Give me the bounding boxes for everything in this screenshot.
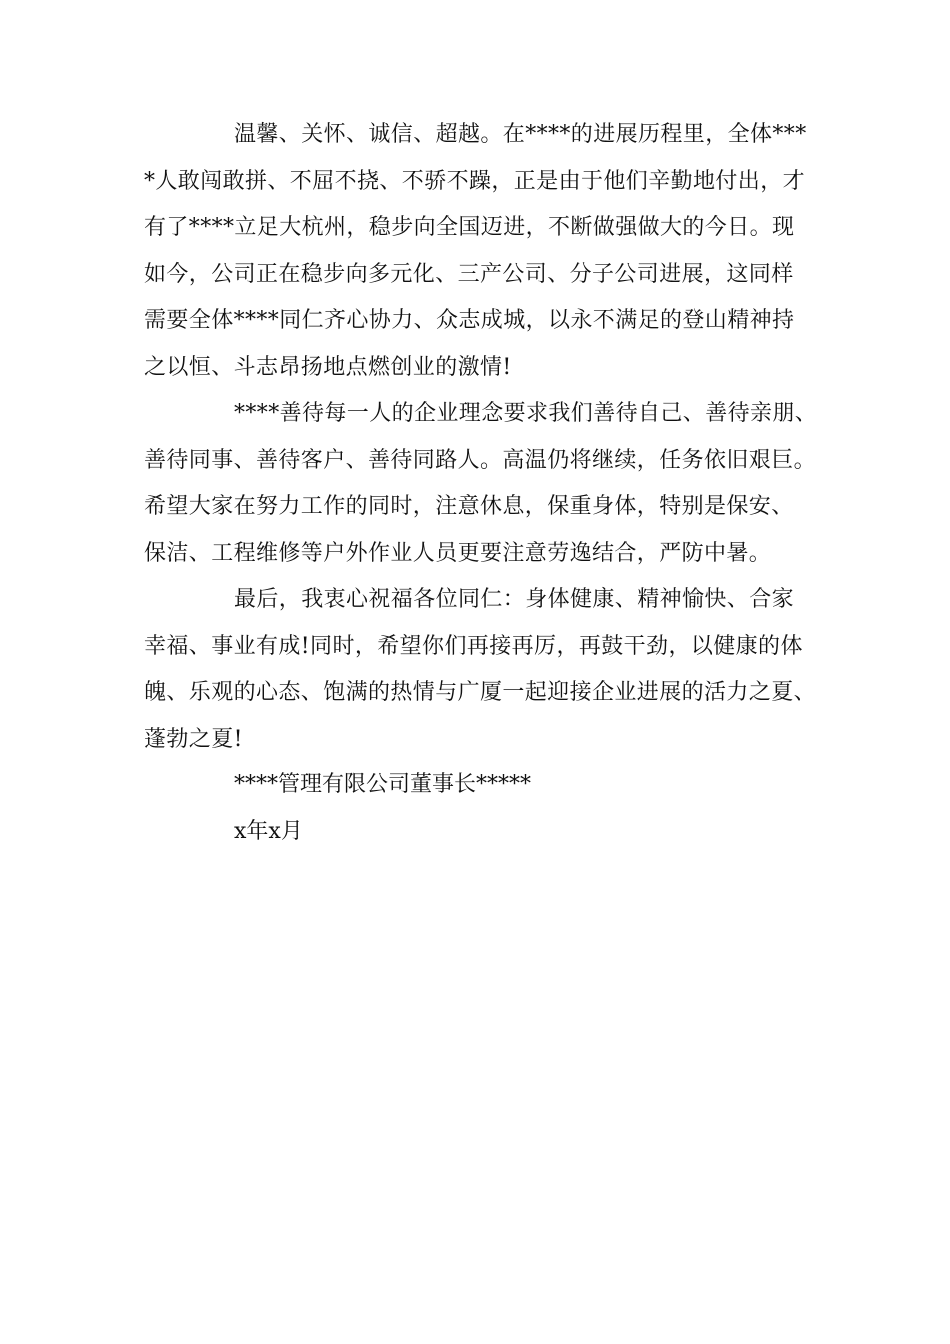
paragraph-line: 善待同事、善待客户、善待同路人。高温仍将继续，任务依旧艰巨。 [144,447,817,473]
signature-line: ****管理有限公司董事长***** [234,772,532,797]
paragraph-line: 蓬勃之夏! [144,726,243,752]
paragraph-line: ****善待每一人的企业理念要求我们善待自己、善待亲朋、 [234,401,818,426]
paragraph-line: 有了****立足大杭州，稳步向全国迈进，不断做强做大的今日。现 [144,215,795,240]
paragraph-line: 如今，公司正在稳步向多元化、三产公司、分子公司进展，这同样 [144,261,794,287]
paragraph-line: *人敢闯敢拼、不屈不挠、不骄不躁，正是由于他们辛勤地付出，才 [144,168,806,194]
paragraph-line: 保洁、工程维修等户外作业人员更要注意劳逸结合，严防中暑。 [144,540,772,566]
paragraph-line: 幸福、事业有成!同时，希望你们再接再厉，再鼓干劲，以健康的体 [144,633,803,659]
paragraph-line: 最后，我衷心祝福各位同仁：身体健康、精神愉快、合家 [234,587,795,612]
paragraph-line: 希望大家在努力工作的同时，注意休息，保重身体，特别是保安、 [144,494,794,519]
paragraph-line: 之以恒、斗志昂扬地点燃创业的激情! [144,354,512,380]
paragraph-line: 温馨、关怀、诚信、超越。在****的进展历程里，全体*** [234,122,807,147]
letter-body [144,112,824,763]
paragraph-line: 魄、乐观的心态、饱满的热情与广厦一起迎接企业进展的活力之夏、 [144,680,817,705]
paragraph-line: 需要全体****同仁齐心协力、众志成城，以永不满足的登山精神持 [144,308,795,333]
date-line: x年x月 [234,819,303,844]
